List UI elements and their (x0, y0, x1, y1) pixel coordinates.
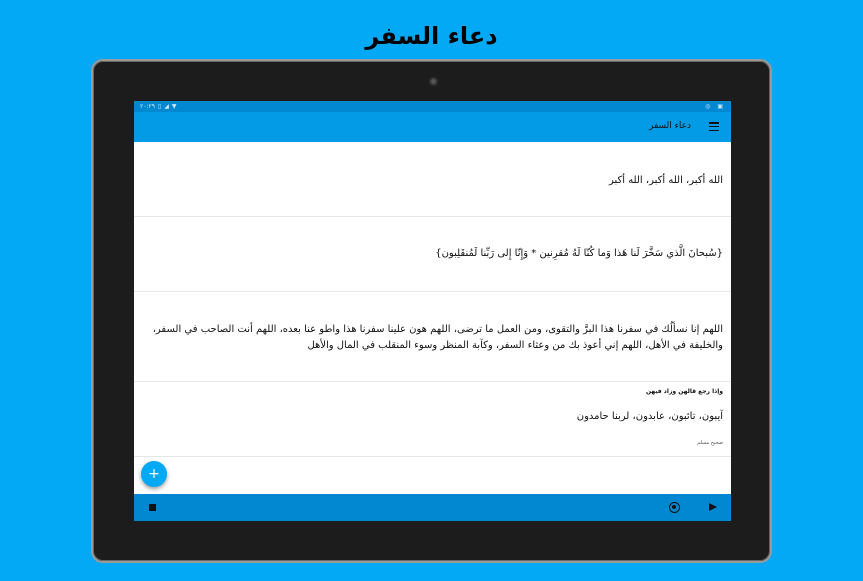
status-time: ٢٠:٢٩ (140, 103, 155, 110)
app-screen (134, 101, 731, 521)
dua-text: آيبون، تائبون، عابدون، لربنا حامدون (576, 411, 723, 422)
dua-text: اللهم إنا نسألُك في سفرنا هذا البرَّ والتقوى، ومن العمل ما ترضى، اللهم هون علينا سفرنا هذا واطو عنا بعده، اللهم أنت الصاحب في السفر، والخليفة في الأهل، اللهم إني أعوذ بك من وعثاء السفر، وكآبة المنظر وسوء المنقلب في المال والأهل (152, 324, 723, 351)
dua-list[interactable] (134, 142, 731, 494)
wifi-icon: ▼ (171, 103, 177, 110)
sim-icon: ▯ (157, 103, 162, 110)
record-icon[interactable] (669, 502, 680, 513)
app-bar (134, 112, 731, 142)
play-icon[interactable] (709, 503, 717, 511)
dua-text: الله أكبر، الله أكبر، الله أكبر (608, 175, 723, 186)
dua-source: صحيح مسلم (697, 440, 723, 446)
signal-icon: ◢ (164, 103, 169, 110)
list-item[interactable] (134, 382, 731, 457)
status-bar (134, 101, 731, 112)
alarm-icon: ◎ (705, 103, 711, 110)
camera-icon (429, 77, 438, 86)
promo-title: دعاء السفر (365, 22, 498, 50)
list-item[interactable] (134, 217, 731, 292)
hamburger-menu-icon[interactable] (709, 122, 719, 131)
list-item[interactable] (134, 292, 731, 382)
tablet-frame (91, 59, 772, 563)
dua-note: وإذا رجع قالهن وزاد فيهن (645, 388, 723, 395)
battery-icon: ▣ (717, 103, 723, 110)
list-item[interactable] (134, 142, 731, 217)
audio-control-bar (134, 494, 731, 521)
add-button[interactable]: + (141, 461, 167, 487)
stop-icon[interactable] (149, 504, 156, 511)
app-title: دعاء السفر (648, 121, 691, 131)
dua-text: {سُبحانَ الَّذي سَخَّرَ لَنا هَذا وَما كُنّا لَهُ مُقرِنين * وَإِنّا إِلى رَبِّنا لَمُنقَلِبون} (435, 248, 723, 259)
